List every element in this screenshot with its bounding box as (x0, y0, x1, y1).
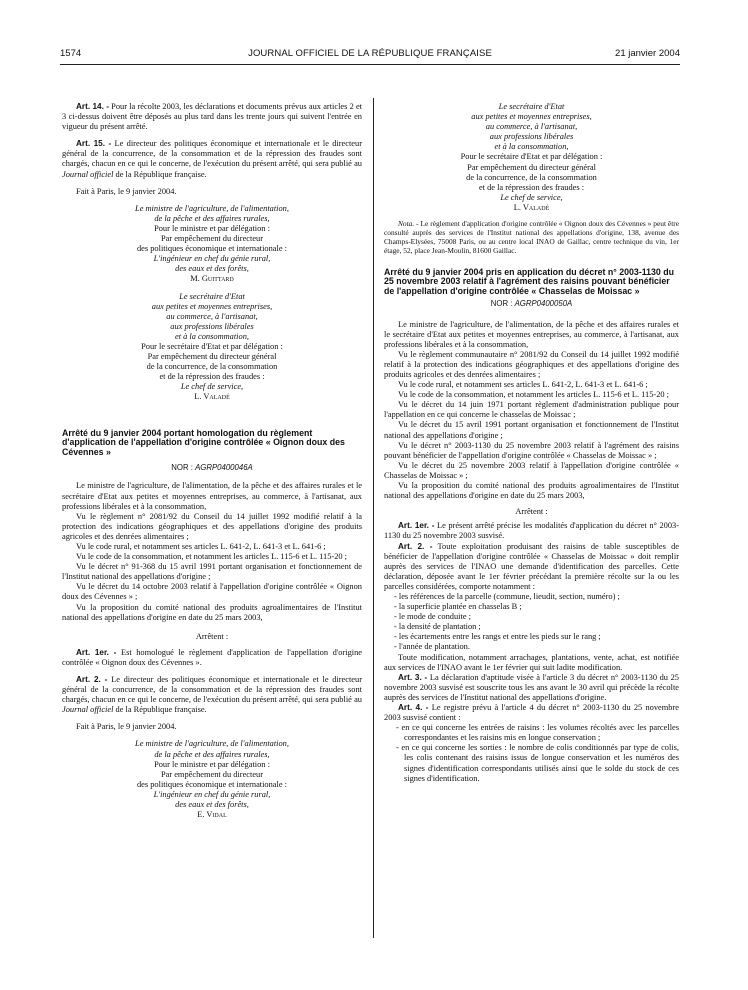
signatory-name: L. Valadé (194, 392, 230, 402)
visa: Vu le décret du 15 avril 1991 portant organisation et fonctionnement de l'Institut national des appellations d'origine ; (384, 420, 679, 440)
list-item: - le mode de conduite ; (394, 612, 471, 622)
visa: Vu le règlement n° 2081/92 du Conseil du 14 juillet 1992 modifié relatif à la protection des indications géographiques et des appellations d'origine des produits agricoles et des denrées alimentaires ; (62, 511, 362, 541)
visa: Vu la proposition du comité national des produits agroalimentaires de l'Institut national des appellations d'origine en date du 25 mars 2003, (384, 481, 679, 501)
article-1: Art. 1er. - Est homologué le règlement d'application de l'appellation d'origine contrôlée « Oignon doux des Cévennes ». (62, 647, 362, 667)
fait-a-paris-2: Fait à Paris, le 9 janvier 2004. (76, 722, 177, 732)
visa: Vu la proposition du comité national des produits agroalimentaires de l'Institut national des appellations d'origine en date du 25 mars 2003, (62, 602, 362, 622)
page-number: 1574 (60, 48, 82, 59)
article-15: Art. 15. - Le directeur des politiques économique et internationale et le directeur général de la concurrence, de la consommation et de la répression des fraudes sont chargés, chacun en ce qui le concerne, de l'exécution du présent arrêté, qui sera publié au Journal officiel de la République française. (62, 139, 362, 179)
article-4: Art. 4. - Le registre prévu à l'article 4 du décret n° 2003-1130 du 25 novembre 2003 susvisé contient : (384, 703, 679, 723)
visa: Vu le code de la consommation, et notamment les articles L. 115-6 et L. 115-20 ; (398, 390, 669, 400)
signature-block-secretary-2: Le secrétaire d'Etat aux petites et moyennes entreprises, au commerce, à l'artisanat, aux professions libérales et à la consommation, Pour le secrétaire d'Etat et par délégation : Par empêchement du directeur général de la concurrence, de la consommation et de la répression des fraudes : Le chef de service, L. Valadé (384, 102, 679, 213)
fait-a-paris-1: Fait à Paris, le 9 janvier 2004. (76, 186, 177, 196)
signatory-name: M. Guittard (190, 274, 234, 284)
list-item: - la superficie plantée en chasselas B ; (394, 602, 522, 612)
signature-block-minister-2: Le ministre de l'agriculture, de l'alimentation, de la pêche et des affaires rurales, Pour le ministre et par délégation : Par empêchement du directeur des politiques économique et internationale : L'ingénieur en chef du génie rural, des eaux et des forêts, E. Vidal (62, 739, 362, 820)
article-2-continued: Toute modification, notamment arrachages, plantations, vente, achat, est notifiée aux services de l'INAO avant le 1er février qui suit ladite modification. (384, 652, 679, 672)
visa: Vu le décret du 25 novembre 2003 relatif à l'appellation d'origine contrôlée « Chasselas de Moissac » ; (384, 460, 679, 480)
register-contents-list (384, 723, 679, 784)
signatory-name: L. Valadé (513, 202, 550, 212)
article-2: Art. 2. - Toute exploitation produisant des raisins de table susceptibles de bénéficier de l'appellation d'origine contrôlée « Chasselas de Moissac » doit remplir auprès des services de l'INAO une demande d'identification des parcelles. Cette déclaration, déposée avant le 1er février précédant la première récolte sur la ou les parcelles considérées, comporte notamment : (384, 541, 679, 591)
list-item: - en ce qui concerne les entrées de raisins : les volumes récoltés avec les parcelles correspondantes et les raisins mis en longue conservation ; (396, 723, 679, 743)
arretent-heading: Arrêtent : (195, 631, 229, 641)
header-rule (60, 64, 680, 65)
visa: Vu le décret n° 2003-1130 du 25 novembre 2003 relatif à l'agrément des raisins pouvant bénéficier de l'appellation d'origine contrôlée « Chasselas de Moissac » ; (384, 440, 679, 460)
preamble: Le ministre de l'agriculture, de l'alimentation, de la pêche et des affaires rurales et le secrétaire d'Etat aux petites et moyennes entreprises, au commerce, à l'artisanat, aux professions libérales et à la consommation, (384, 319, 679, 349)
nor-reference: NOR : AGRP0400046A (171, 463, 253, 473)
list-item: - en ce qui concerne les sorties : le nombre de colis conditionnés par type de colis, les colis contenant des raisins issus de longue conservation et les numéros des signes d'identification correspondants utilisés ainsi que le solde du stock de ces signes d'identification. (396, 743, 679, 783)
list-item: - les références de la parcelle (commune, lieudit, section, numéro) ; (394, 591, 620, 601)
journal-title: JOURNAL OFFICIEL DE LA RÉPUBLIQUE FRANÇAISE (248, 48, 492, 59)
parcel-declaration-list (384, 592, 679, 653)
signature-block-secretary-1: Le secrétaire d'Etat aux petites et moyennes entreprises, au commerce, à l'artisanat, aux professions libérales et à la consommation, Pour le secrétaire d'Etat et par délégation : Par empêchement du directeur général de la concurrence, de la consommation et de la répression des fraudes : Le chef de service, L. Valadé (62, 292, 362, 403)
nor-reference: NOR : AGRP0400050A (490, 299, 573, 309)
list-item: - la densité de plantation ; (394, 622, 481, 632)
visa: Vu le décret du 14 juin 1971 portant règlement d'administration publique pour l'appellation en ce qui concerne le chasselas de Moissac ; (384, 400, 679, 420)
nota: Nota. - Le règlement d'application d'origine contrôlée « Oignon doux des Cévennes » peut être consulté auprès des services de l'Institut national des appellations d'origine, 138, avenue des Champs-Elysées, 75008 Paris, ou au centre local INAO de Gaillac, centre technique du vin, 1er étage, 52, place Jean-Moulin, 81600 Gaillac. (384, 219, 679, 255)
visa: Vu le décret du 14 octobre 2003 relatif à l'appellation d'origine contrôlée « Oignon doux des Cévennes » ; (62, 582, 362, 602)
visa: Vu le code rural, et notamment ses articles L. 641-2, L. 641-3 et L. 641-6 ; (76, 541, 326, 551)
visa: Vu le décret n° 91-368 du 15 avril 1991 portant organisation et fonctionnement de l'Institut national des appellations d'origine ; (62, 562, 362, 582)
decree-title-chasselas: Arrêté du 9 janvier 2004 pris en application du décret n° 2003-1130 du 25 novembre 2003 relatif à l'agrément des raisins pouvant bénéficier de l'appellation d'origine contrôlée « Chasselas de Moissac » (384, 266, 675, 296)
visa: Vu le code de la consommation, et notamment les articles L. 115-6 et L. 115-20 ; (76, 552, 347, 562)
preamble: Le ministre de l'agriculture, de l'alimentation, de la pêche et des affaires rurales et le secrétaire d'Etat aux petites et moyennes entreprises, au commerce, à l'artisanat, aux professions libérales et à la consommation, (62, 481, 362, 511)
visa: Vu le code rural, et notamment ses articles L. 641-2, L. 641-3 et L. 641-6 ; (398, 380, 648, 390)
list-item: - les écartements entre les rangs et entre les pieds sur le rang ; (394, 632, 601, 642)
signature-block-minister-1: Le ministre de l'agriculture, de l'alimentation, de la pêche et des affaires rurales, Pour le ministre et par délégation : Par empêchement du directeur des politiques économique et internationale : L'ingénieur en chef du génie rural, des eaux et des forêts, M. Guittard (62, 204, 362, 285)
article-14: Art. 14. - Pour la récolte 2003, les déclarations et documents prévus aux articles 2 et 3 ci-dessus doivent être déposés au plus tard dans les trente jours qui suivent l'entrée en vigueur du présent arrêté. (62, 102, 363, 132)
article-1: Art. 1er. - Le présent arrêté précise les modalités d'application du décret n° 2003-1130 du 25 novembre 2003 susvisé. (384, 521, 679, 541)
issue-date: 21 janvier 2004 (615, 48, 680, 59)
article-2: Art. 2. - Le directeur des politiques économique et internationale et le directeur général de la concurrence, de la consommation et de la répression des fraudes sont chargés, chacun en ce qui le concerne, de l'exécution du présent arrêté, qui sera publié au Journal officiel de la République française. (62, 675, 362, 715)
list-item: - l'année de plantation. (394, 642, 470, 652)
signatory-name: E. Vidal (197, 810, 227, 820)
left-column (62, 102, 362, 820)
arretent-heading: Arrêtent : (515, 507, 548, 517)
right-column (384, 102, 679, 784)
article-3: Art. 3. - La déclaration d'aptitude visée à l'article 3 du décret n° 2003-1130 du 25 novembre 2003 susvisé est souscrite tous les ans avant le 30 avril qui précède la récolte auprès des services de l'Institut national des appellations d'origine. (384, 672, 679, 702)
decree-title-oignon: Arrêté du 9 janvier 2004 portant homologation du règlement d'application de l'appellation d'origine contrôlée « Oignon doux des Cévennes » (62, 427, 345, 457)
column-divider (373, 98, 374, 938)
visa: Vu le règlement communautaire n° 2081/92 du Conseil du 14 juillet 1992 modifié relatif à la protection des indications géographiques et des appellations d'origine des produits agricoles et des denrées alimentaires ; (384, 349, 679, 379)
page-header (60, 48, 680, 62)
